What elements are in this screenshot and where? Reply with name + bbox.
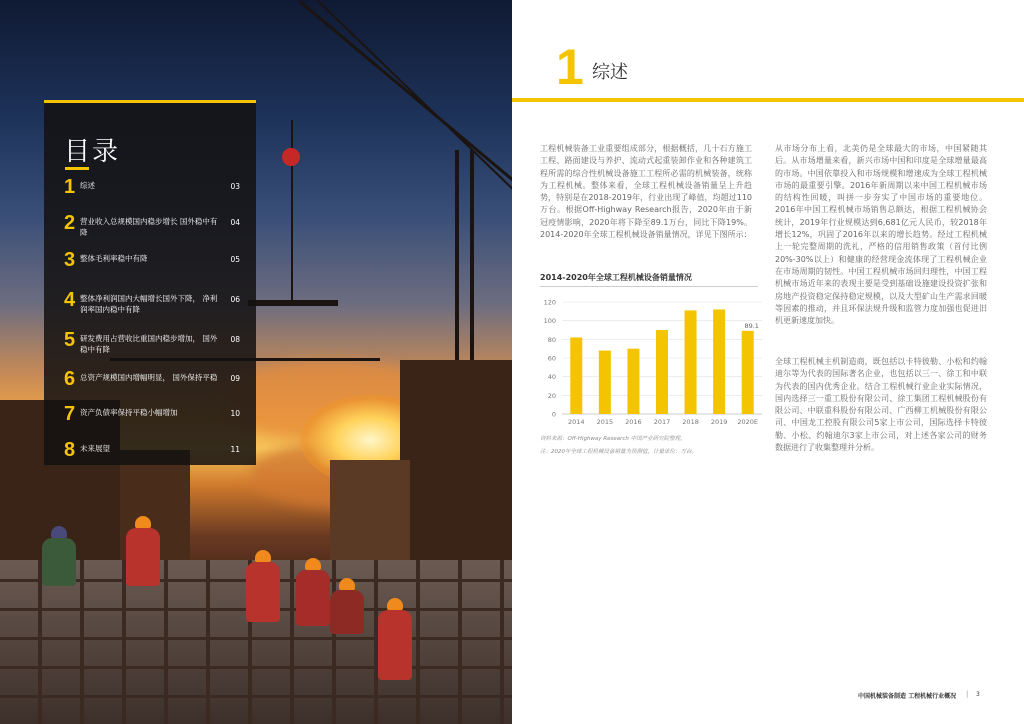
toc-item-page: 08	[230, 335, 240, 344]
worker	[378, 610, 412, 680]
toc-item-number: 7	[64, 403, 76, 425]
toc-item-number: 5	[64, 329, 76, 351]
y-tick-label: 40	[547, 373, 556, 382]
toc-item-label: 营业收入总规模国内稳步增长 国外稳中有降	[80, 217, 218, 237]
steel-beam	[248, 300, 338, 306]
table-of-contents	[44, 100, 256, 465]
toc-item-1[interactable]	[64, 176, 240, 206]
y-tick-label: 20	[547, 391, 556, 400]
bar-2015	[599, 351, 611, 414]
y-tick-label: 80	[547, 335, 556, 344]
toc-item-label: 总资产规模国内增幅明显， 国外保持平稳	[80, 373, 218, 382]
toc-item-label: 未来展望	[80, 444, 110, 453]
section-number: 1	[556, 39, 584, 95]
toc-item-8[interactable]	[64, 439, 240, 469]
bar-2016	[627, 349, 639, 414]
body-paragraph-1: 工程机械装备工业重要组成部分，根据概括，几十石方施工工程、路面建设与养护、流动式起重装卸作业和各种建筑工程所需的综合性机械设备施工工程所必需的机械装备，统称为工程机械。整体来看，全球工程机械设备销量呈上升趋势，特别是在2018-2019年，行业出现了峰值，均超过110万台。根据Off-Highway Research报告，2020年由于新冠疫情影响，2020年将下降至89.1万台，同比下降19%。2014-2020年全球工程机械设备销量情况，详见下图所示：	[540, 144, 752, 240]
chart-title-divider	[540, 286, 758, 287]
toc-item-label: 整体净利润国内大幅增长国外下降， 净利润率国内稳中有降	[80, 294, 218, 314]
y-tick-label: 0	[551, 410, 556, 419]
toc-item-number: 1	[64, 176, 76, 198]
footer-brand: 中国机械装备制造 工程机械行业概况	[858, 693, 957, 700]
toc-item-page: 10	[230, 409, 240, 418]
toc-item-page: 04	[230, 218, 240, 227]
chart-unit-note: 注：2020年全球工程机械设备销量为预测值，计量单位：万台。	[540, 449, 697, 455]
toc-item-5[interactable]	[64, 329, 240, 359]
worker	[296, 570, 330, 626]
page-number: 3	[976, 691, 980, 698]
toc-item-2[interactable]	[64, 212, 240, 242]
x-tick-label: 2017	[653, 418, 671, 426]
toc-item-page: 05	[230, 255, 240, 264]
toc-item-number: 3	[64, 249, 76, 271]
bar-2020E	[742, 331, 754, 414]
toc-item-3[interactable]	[64, 249, 240, 279]
body-paragraph-2: 从市场分布上看，北美仍是全球最大的市场，中国紧随其后。从市场增量来看，新兴市场中国和印度是全球增量最高的市场。中国依靠投入和市场规模和增速成为全球工程机械市场的最重要引擎。2016年新周期以来中国工程机械市场的结构性回暖，叫拼一步夯实了中国市场的重要地位。2016年中国工程机械市场销售总额达，根据工程机械协会统计，2019年行业规模达到6,681亿元人民币，较2018年增长12%，巩固了2016年以来的增长趋势。经过工程机械上一轮完整周期的洗礼，严格的信用销售政策（首付比例20%-30%以上）和健康的经营现金流体现了工程机械企业在市场周期的韧性。中国工程机械市场回归理性，中国工程机械市场近年来的表现主要是受到基础设施建设投资扩张和房地产投资稳定保持稳定规模，以及大型矿山生产需求回暖等因素的推动，并且环保法规升级和监管力度加强也促进旧机更新速度加快。	[775, 144, 987, 326]
y-tick-label: 60	[547, 354, 556, 363]
toc-item-number: 6	[64, 368, 76, 390]
toc-title: 目录	[64, 137, 121, 167]
section-title: 综述	[592, 62, 628, 83]
x-tick-label: 2015	[596, 418, 614, 426]
toc-item-label: 资产负债率保持平稳小幅增加	[80, 408, 178, 417]
toc-item-page: 09	[230, 374, 240, 383]
y-tick-label: 100	[543, 317, 556, 326]
x-tick-label: 2019	[710, 418, 728, 426]
sales-bar-chart	[530, 290, 770, 430]
toc-item-page: 06	[230, 295, 240, 304]
crane-hook	[282, 148, 300, 166]
data-label: 89.1	[744, 321, 759, 330]
toc-item-label: 整体毛利率稳中有降	[80, 254, 148, 263]
bar-2019	[713, 309, 725, 414]
toc-item-label: 研发费用占营收比重国内稳步增加， 国外稳中有降	[80, 334, 218, 354]
worker	[126, 528, 160, 586]
worker	[42, 538, 76, 586]
y-tick-label: 120	[543, 298, 556, 307]
toc-title-underline	[65, 167, 89, 170]
building	[400, 360, 512, 560]
x-tick-label: 2018	[682, 418, 699, 426]
toc-item-7[interactable]	[64, 403, 240, 433]
crane-cable	[291, 120, 293, 300]
x-tick-label: 2014	[568, 418, 585, 426]
toc-item-4[interactable]	[64, 289, 240, 319]
body-paragraph-3: 全球工程机械主机制造商，既包括以卡特彼勒、小松和约翰迪尔等为代表的国际著名企业，也包括以三一、徐工和中联为代表的国内优秀企业。结合工程机械行业企业实际情况，国内选择三一重工股份有限公司、徐工集团工程机械股份有限公司、中联重科股份有限公司、广西柳工机械股份有限公司、中国龙工控股有限公司5家上市公司，国际选择卡特彼勒、小松、约翰迪尔3家上市公司，对上述各家公司的财务数据进行了收集整理并分析。	[775, 357, 987, 453]
x-tick-label: 2016	[625, 418, 642, 426]
chart-title: 2014-2020年全球工程机械设备销量情况	[540, 273, 692, 282]
toc-item-label: 综述	[80, 181, 95, 190]
toc-item-6[interactable]	[64, 368, 240, 398]
footer-separator: |	[966, 690, 969, 698]
toc-item-page: 11	[230, 445, 240, 454]
section-divider	[512, 98, 1024, 102]
x-tick-label: 2020E	[737, 418, 759, 426]
worker	[246, 562, 280, 622]
bar-2018	[685, 310, 697, 414]
bar-2014	[570, 337, 582, 414]
chart-source-note: 资料来源：Off-Highway Research 中国产业研究院整理。	[540, 436, 686, 442]
bar-2017	[656, 330, 668, 414]
worker	[330, 590, 364, 634]
toc-item-number: 2	[64, 212, 76, 234]
toc-item-number: 4	[64, 289, 76, 311]
toc-item-page: 03	[230, 182, 240, 191]
building	[330, 460, 410, 560]
toc-item-number: 8	[64, 439, 76, 461]
